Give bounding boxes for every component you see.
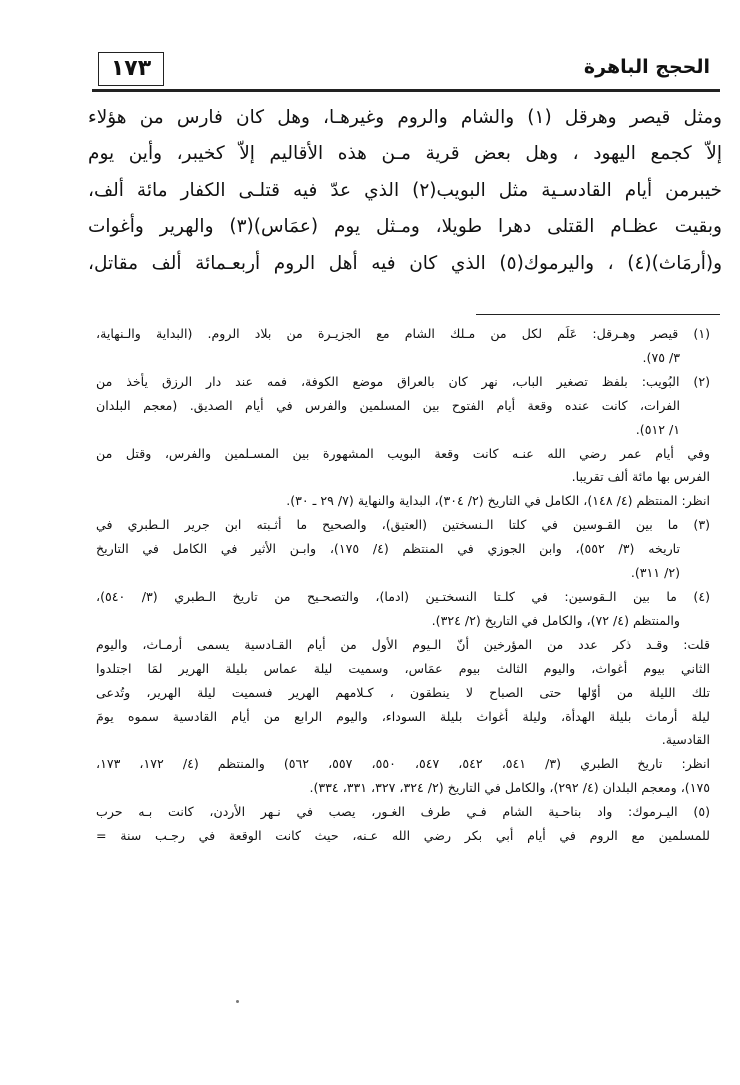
main-line: و(أرمَاث)(٤) ، واليرموك(٥) الذي كان فيه أهل الروم أربعـمائة ألف مقاتل، xyxy=(88,252,722,274)
footnote-line: (٢/ ٣١١). xyxy=(630,565,680,581)
footnote-line: ليلة أرماث بليلة الهدأة، وليلة أغواث بليلة السوداء، واليوم الرابع من أيام القادسية سموه يومَ xyxy=(96,708,710,724)
footnote-3 xyxy=(96,513,710,585)
footnote-line: الفرات، كانت عنده وقعة أيام الفتوح بين المسلمين والفرس في أيام الصديق. (معجم البلدان xyxy=(96,397,680,413)
page-number: ١٧٣ xyxy=(98,52,164,86)
footnote-line: ١٧٥)، ومعجم البلدان (٤/ ٢٩٢)، والكامل في التاريخ (٢/ ٣٢٤، ٣٢٧، ٣٣١، ٣٣٤). xyxy=(309,780,710,796)
footnote-line: تاريخه (٣/ ٥٥٢)، وابن الجوزي في المنتظم (٤/ ١٧٥)، وابـن الأثير في الكامل في التاريخ xyxy=(96,541,681,557)
footnote-4 xyxy=(96,585,710,633)
footnote-line: ١/ ٥١٢). xyxy=(635,421,680,437)
running-title: الحجج الباهرة xyxy=(583,56,710,78)
main-line: خيبرمن أيام القادسـية مثل البويب(٢) الذي عدّ فيه قتلـى الكفار مائة ألف، xyxy=(88,179,722,201)
main-text xyxy=(88,100,722,282)
page-header xyxy=(92,46,720,92)
footnote-line: (٣) ما بين القـوسين في كلتا الـنسختين (العتيق)، والصحيح ما أثـبته ابن جرير الـطبري في xyxy=(96,517,710,533)
footnote-line: الثاني بيوم أغواث، واليوم الثالث بيوم عمَاس، وسميت ليلة عماس بليلة الهرير لمَا اجتلدوا xyxy=(96,660,710,676)
footnote-5 xyxy=(96,800,710,848)
footnote-line: (٥) اليـرموك: واد بناحـية الشام فـي طرف الغـور، يصب في نـهر الأردن، كانت بـه حرب xyxy=(96,804,710,820)
footnote-line: قلت: وقـد ذكر عدد من المؤرخين أنّ الـيوم الأول من أيام القـادسية يسمى أرمـاث، واليوم xyxy=(96,636,710,652)
footnote-line: ٣/ ٧٥). xyxy=(642,349,680,365)
footnote-line: (١) قيصر وهـرقل: عَلَم لكل من مـلك الشام مع الجزيـرة من بلاد الروم. (البداية والـنهاية، xyxy=(96,326,710,341)
footnote-line: للمسلمين مع الروم في أيام أبي بكر رضي الله عـنه، حيث كانت الوقعة في رجـب سنة = xyxy=(96,828,710,844)
footnote-line: والمنتظم (٤/ ٧٢)، والكامل في التاريخ (٢/ ٣٢٤). xyxy=(431,612,680,628)
header-rule xyxy=(92,89,720,92)
footnote-1 xyxy=(96,322,710,370)
footnote-line: (٢) البُويب: بلفظ تصغير الباب، نهر كان بالعراق موضع الكوفة، فمه عند دار الرزق يأخذ من xyxy=(96,373,710,389)
footnote-4-note xyxy=(96,633,710,753)
footnote-2 xyxy=(96,370,710,442)
main-line: إلاّ كجمع اليهود ، وهل بعض قرية مـن هذه الأقاليم إلاّ كخيبر، وأين يوم xyxy=(88,143,722,165)
footnote-line: (٤) ما بين الـقوسين: في كلـتا النسختـين (ادما)، والتصحـيح من تاريخ الـطبري (٣/ ٥٤٠)، xyxy=(96,588,710,604)
main-line: وبقيت عظـام القتلى دهرا طويلا، ومـثل يوم (عمَاس)(٣) والهرير وأغوات xyxy=(88,216,722,238)
footnotes xyxy=(96,322,710,848)
footnote-line: القادسية. xyxy=(661,732,710,748)
footnote-line: انظر: تاريخ الطبري (٣/ ٥٤١، ٥٤٢، ٥٤٧، ٥٥٠، ٥٥٧، ٥٦٢) والمنتظم (٤/ ١٧٢، ١٧٣، xyxy=(96,756,710,772)
main-line: ومثل قيصر وهرقل (١) والشام والروم وغيرهـا، وهل كان فارس من هؤلاء xyxy=(88,107,722,128)
footnote-2-continued xyxy=(96,442,710,490)
footnote-line: وفي أيام عمر رضي الله عنـه كانت وقعة البويب المشهورة بين المسـلمين والفرس، وقتل من xyxy=(96,445,710,461)
page-speck xyxy=(236,1000,239,1003)
footnote-4-references xyxy=(96,752,710,800)
footnote-line: الفرس بها مائة ألف تقريبا. xyxy=(571,469,710,485)
footnote-2-references xyxy=(96,489,710,513)
footnote-line: تلك الليلة من أوّلها حتى الصباح لا ينطقون ، كـلامهم الهرير فسميت ليلة الهرير، وتُدعى xyxy=(96,684,710,700)
footnote-separator xyxy=(476,314,720,315)
footnote-line: انظر: المنتظم (٤/ ١٤٨)، الكامل في التاريخ (٢/ ٣٠٤)، البداية والنهاية (٧/ ٢٩ ـ ٣٠). xyxy=(286,493,710,509)
